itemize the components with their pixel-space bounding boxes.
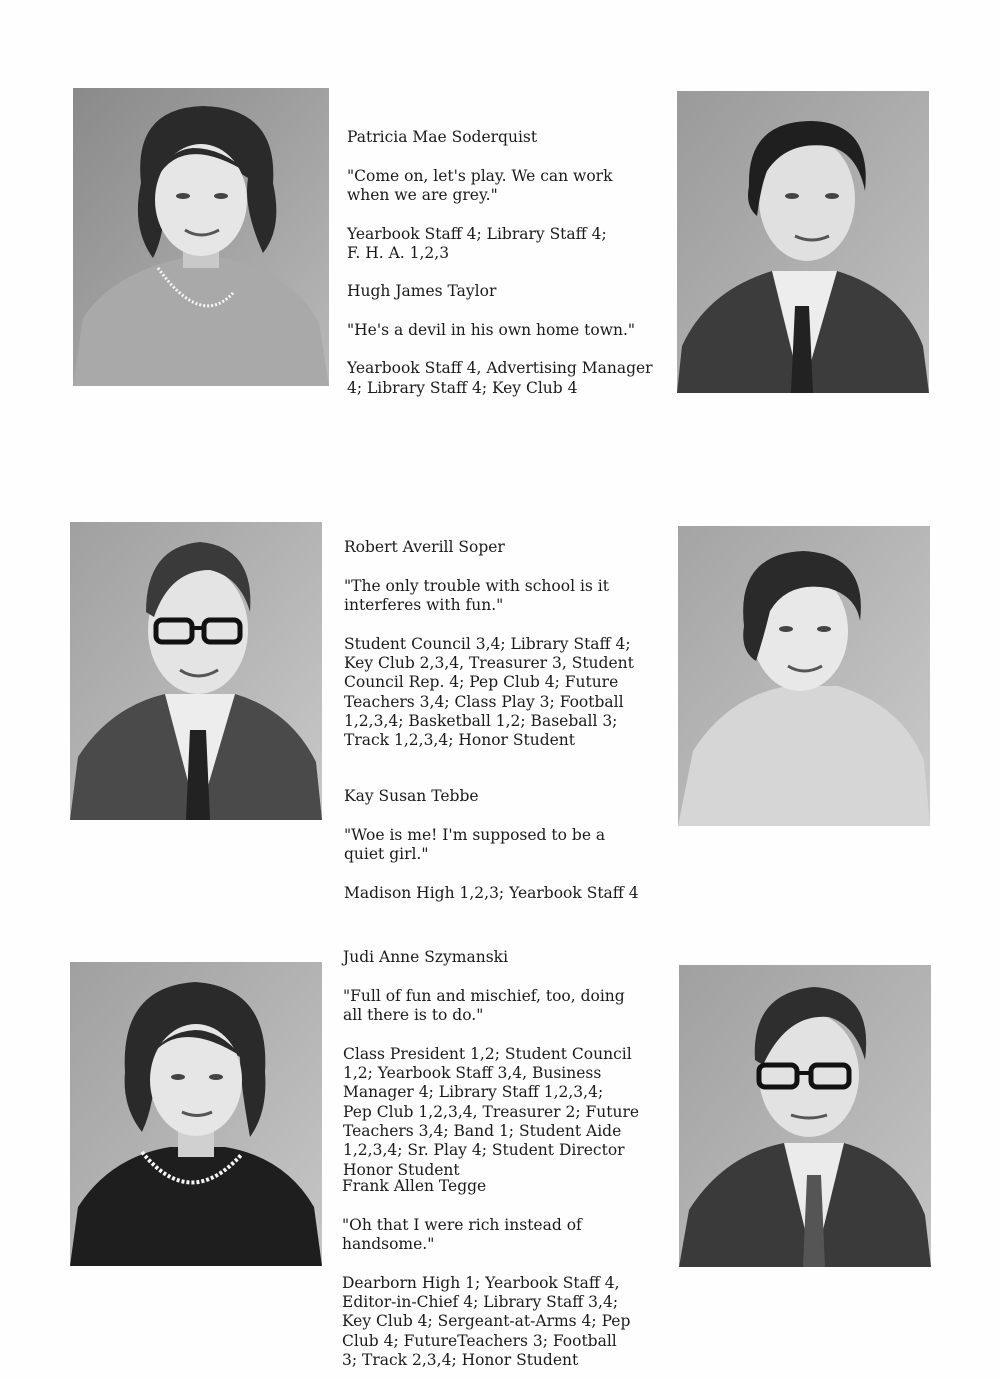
student-quote: "Full of fun and mischief, too, doing all there is to do.": [343, 986, 625, 1025]
portrait-photo-szymanski: [70, 962, 322, 1266]
portrait-photo-taylor: [677, 91, 929, 393]
student-activities: Yearbook Staff 4, Advertising Manager 4; Library Staff 4; Key Club 4: [347, 359, 653, 397]
portrait-photo-soper: [70, 522, 322, 820]
student-bio-soper: [344, 519, 634, 770]
student-name: Frank Allen Tegge: [342, 1177, 487, 1196]
student-quote: "Woe is me! I'm supposed to be a quiet girl.": [344, 825, 606, 864]
student-name: Kay Susan Tebbe: [344, 787, 479, 806]
student-name: Patricia Mae Soderquist: [347, 128, 538, 147]
student-activities: Yearbook Staff 4; Library Staff 4; F. H. A. 1,2,3: [347, 224, 607, 263]
student-activities: Madison High 1,2,3; Yearbook Staff 4: [344, 883, 639, 902]
student-bio-taylor: [347, 263, 653, 417]
portrait-photo-soderquist: [73, 88, 329, 386]
student-quote: "The only trouble with school is it interferes with fun.": [344, 576, 609, 615]
student-quote: "He's a devil in his own home town.": [347, 320, 635, 339]
student-activities: Dearborn High 1; Yearbook Staff 4, Editor-in-Chief 4; Library Staff 3,4; Key Club 4; Sergeant-at-Arms 4; Pep Club 4; FutureTeachers 3; Football 3; Track 2,3,4; Honor Student: [342, 1273, 631, 1369]
student-bio-tebbe: [344, 768, 639, 922]
student-activities: Class President 1,2; Student Council 1,2; Yearbook Staff 3,4, Business Manager 4; Library Staff 1,2,3,4; Pep Club 1,2,3,4, Treasurer 2; Future Teachers 3,4; Band 1; Student Aide 1,2,3,4; Sr. Play 4; Student Director Honor Student: [343, 1044, 640, 1179]
student-name: Robert Averill Soper: [344, 538, 505, 557]
student-activities: Student Council 3,4; Library Staff 4; Key Club 2,3,4, Treasurer 3, Student Council Rep. 4; Pep Club 4; Future Teachers 3,4; Class Play 3; Football 1,2,3,4; Basketball 1,2; Baseball 3; Track 1,2,3,4; Honor Student: [344, 634, 634, 750]
student-name: Hugh James Taylor: [347, 282, 497, 301]
student-name: Judi Anne Szymanski: [343, 948, 509, 967]
student-bio-soderquist: [347, 109, 612, 283]
portrait-photo-tegge: [679, 965, 931, 1267]
student-quote: "Come on, let's play. We can work when we are grey.": [347, 166, 613, 205]
portrait-photo-tebbe: [678, 526, 930, 826]
student-quote: "Oh that I were rich instead of handsome.": [342, 1215, 582, 1254]
student-bio-tegge: [342, 1158, 630, 1390]
